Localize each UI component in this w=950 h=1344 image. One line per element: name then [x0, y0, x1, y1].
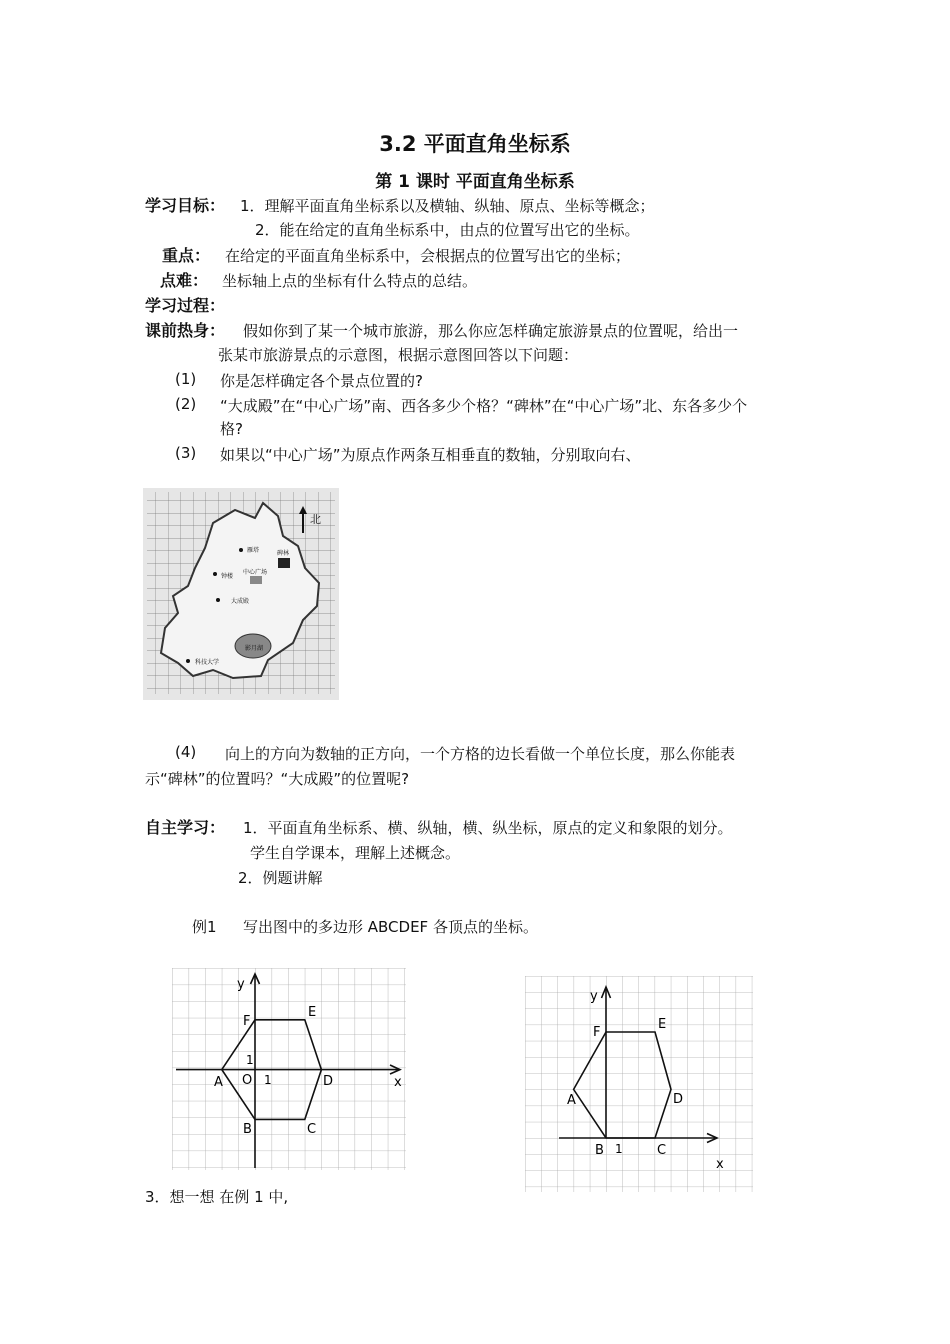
objectives-label: 学习目标： [145, 196, 226, 215]
vertex-a-label: A [214, 1075, 223, 1090]
map-label-lake: 影月湖 [245, 645, 264, 652]
y-axis-label: y [237, 977, 245, 992]
x-unit-label: 1 [615, 1142, 623, 1156]
page-subtitle: 第 1 课时 平面直角坐标系 [375, 172, 575, 192]
origin-label: O [242, 1073, 253, 1088]
vertex-d-label: D [323, 1074, 334, 1089]
map-label-yanta: 雁塔 [247, 547, 260, 554]
vertex-c-label: C [307, 1122, 317, 1137]
plaza-marker [250, 576, 262, 584]
beilin-marker [278, 558, 290, 568]
question-2-text: “大成殿”在“中心广场”南、西各多少个格？“碑林”在“中心广场”北、东各多少个 [220, 397, 748, 415]
y-unit-label: 1 [246, 1053, 254, 1067]
objective-1: 1．理解平面直角坐标系以及横轴、纵轴、原点、坐标等概念； [240, 197, 655, 215]
objective-2: 2．能在给定的直角坐标系中，由点的位置写出它的坐标。 [255, 221, 640, 239]
question-2-cont: 格? [220, 420, 243, 438]
north-label: 北 [310, 513, 321, 526]
warmup-line-1: 假如你到了某一个城市旅游，那么你应怎样确定旅游景点的位置呢，给出一 [243, 322, 739, 340]
process-label: 学习过程： [145, 296, 226, 315]
key-point-label: 重点： [162, 246, 211, 265]
think-about-it: 3．想一想 在例 1 中, [145, 1188, 289, 1206]
vertex-d-label: D [673, 1092, 684, 1107]
self-study-label: 自主学习： [145, 818, 226, 837]
difficulty-label: 点难： [160, 271, 209, 290]
difficulty-text: 坐标轴上点的坐标有什么特点的总结。 [222, 272, 478, 290]
y-axis-label: y [590, 989, 598, 1004]
warmup-label: 课前热身： [145, 321, 226, 340]
vertex-e-label: E [658, 1017, 667, 1032]
question-1-num: (1) [175, 370, 197, 388]
example-label: 例1 [192, 918, 217, 936]
question-4-num: (4) [175, 743, 197, 761]
x-axis-label: x [716, 1157, 724, 1172]
map-label-beilin: 碑林 [277, 550, 290, 557]
map-label-university: 科技大学 [195, 659, 220, 666]
x-unit-label: 1 [264, 1073, 272, 1087]
map-label-plaza: 中心广场 [243, 569, 268, 576]
question-1-text: 你是怎样确定各个景点位置的? [220, 372, 423, 390]
vertex-f-label: F [593, 1025, 601, 1040]
self-study-item-2: 2．例题讲解 [238, 869, 323, 887]
example-text: 写出图中的多边形 ABCDEF 各顶点的坐标。 [243, 918, 538, 936]
vertex-a-label: A [567, 1093, 576, 1108]
self-study-item-1: 1．平面直角坐标系、横、纵轴，横、纵坐标，原点的定义和象限的划分。 [243, 819, 733, 837]
question-2-num: (2) [175, 395, 197, 413]
map-label-dachengdian: 大成殿 [231, 598, 250, 605]
city-map [143, 488, 339, 700]
self-study-item-1b: 学生自学课本，理解上述概念。 [250, 844, 461, 862]
page-title: 3.2 平面直角坐标系 [379, 132, 571, 156]
question-3-text: 如果以“中心广场”为原点作两条互相垂直的数轴，分别取向右、 [220, 446, 641, 464]
question-4-line-2: 示“碑林”的位置吗？“大成殿”的位置呢? [145, 770, 410, 788]
vertex-b-label: B [243, 1122, 252, 1137]
warmup-line-2: 张某市旅游景点的示意图，根据示意图回答以下问题： [218, 346, 579, 364]
vertex-b-label: B [595, 1143, 604, 1158]
vertex-c-label: C [657, 1143, 667, 1158]
vertex-f-label: F [243, 1014, 251, 1029]
question-4-line-1: 向上的方向为数轴的正方向，一个方格的边长看做一个单位长度，那么你能表 [225, 745, 736, 763]
x-axis-label: x [394, 1075, 402, 1090]
key-point-text: 在给定的平面直角坐标系中，会根据点的位置写出它的坐标； [225, 247, 631, 265]
vertex-e-label: E [308, 1005, 317, 1020]
coordinate-graph-2 [525, 976, 755, 1194]
question-3-num: (3) [175, 444, 197, 462]
map-label-zhonglou: 钟楼 [221, 573, 234, 580]
coordinate-graph-1 [172, 968, 408, 1174]
